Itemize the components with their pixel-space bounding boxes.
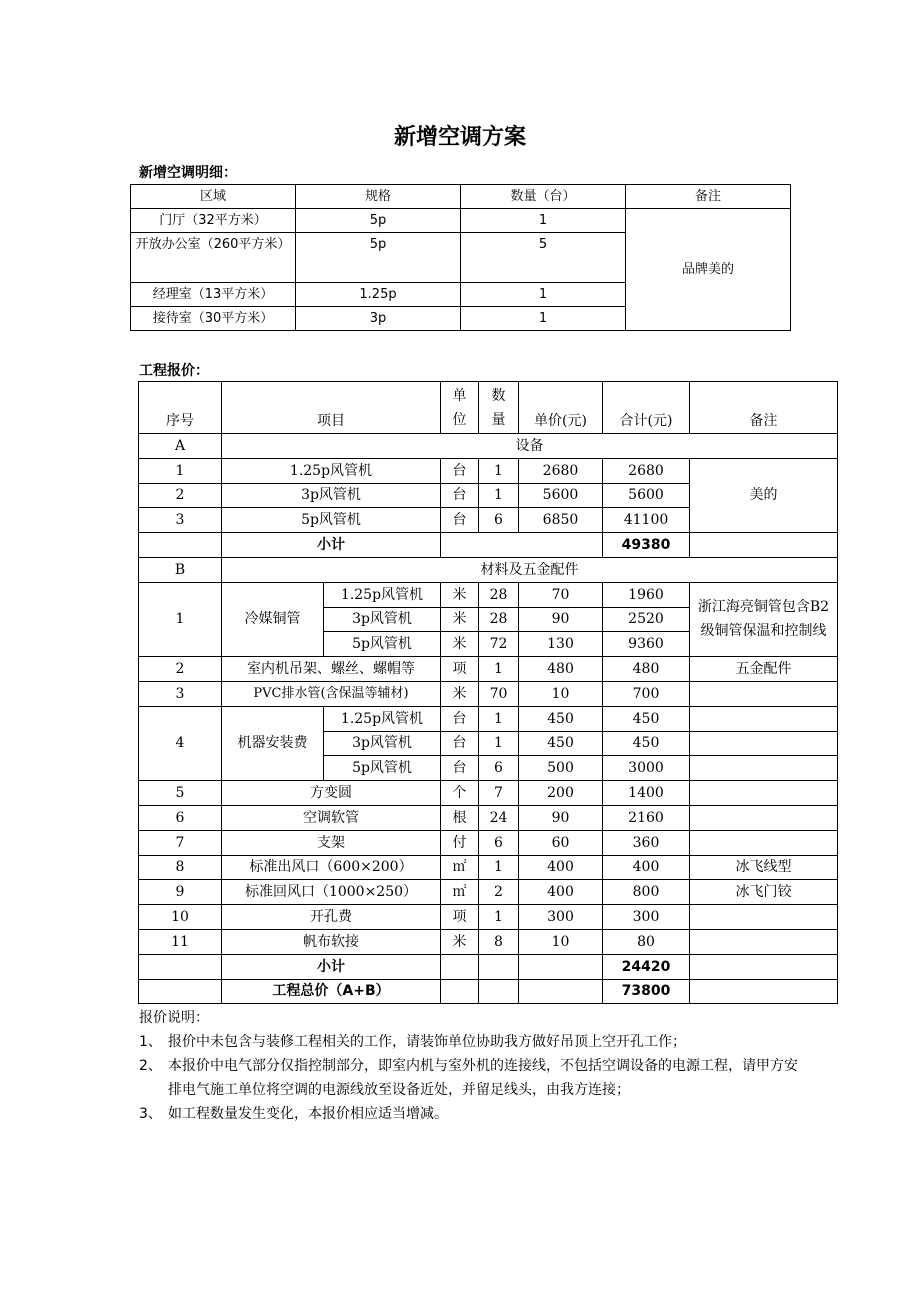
subtotal-label: 小计 — [222, 533, 441, 558]
no-cell: 8 — [139, 855, 222, 880]
total-cell: 360 — [603, 830, 690, 855]
no-cell: 1 — [139, 458, 222, 483]
qty-cell: 1 — [479, 905, 519, 930]
remark-cell — [690, 929, 838, 954]
total-cell: 1960 — [603, 582, 690, 607]
table-row — [139, 880, 838, 905]
total-cell: 2680 — [603, 458, 690, 483]
price-cell: 130 — [519, 632, 603, 657]
quote-header-row — [139, 382, 838, 434]
header-remark: 备注 — [626, 185, 791, 209]
item-cell: 1.25p风管机 — [324, 582, 441, 607]
price-cell: 300 — [519, 905, 603, 930]
price-cell: 400 — [519, 855, 603, 880]
empty-cell — [139, 954, 222, 979]
total-cell: 3000 — [603, 756, 690, 781]
unit-cell: 项 — [441, 905, 479, 930]
group-cell: 冷媒铜管 — [222, 582, 324, 656]
note-item — [139, 1102, 799, 1126]
unit-cell: 米 — [441, 607, 479, 632]
no-cell: 4 — [139, 706, 222, 780]
empty-cell — [690, 731, 838, 756]
remark-cell: 五金配件 — [690, 657, 838, 682]
price-cell: 10 — [519, 681, 603, 706]
total-cell: 400 — [603, 855, 690, 880]
total-cell: 2160 — [603, 805, 690, 830]
price-cell: 450 — [519, 706, 603, 731]
notes-heading: 报价说明： — [139, 1010, 209, 1026]
table-row — [139, 781, 838, 806]
table-row — [139, 855, 838, 880]
header-item: 项目 — [222, 382, 441, 434]
remark-cell — [690, 781, 838, 806]
table-row — [139, 805, 838, 830]
price-cell: 6850 — [519, 508, 603, 533]
table-row — [139, 657, 838, 682]
item-cell: 5p风管机 — [324, 632, 441, 657]
qty-cell: 28 — [479, 607, 519, 632]
qty-cell: 7 — [479, 781, 519, 806]
note-text: 本报价中电气部分仅指控制部分，即室内机与室外机的连接线，不包括空调设备的电源工程，请甲方安排电气施工单位将空调的电源线放至设备近处，并留足线头，由我方连接； — [168, 1058, 798, 1098]
table-row — [131, 209, 791, 233]
qty-cell: 5 — [461, 233, 626, 283]
total-cell: 450 — [603, 706, 690, 731]
quote-heading: 工程报价： — [139, 363, 209, 379]
qty-cell: 1 — [479, 483, 519, 508]
qty-cell: 6 — [479, 830, 519, 855]
brand-remark: 品牌美的 — [626, 209, 791, 331]
price-cell: 90 — [519, 805, 603, 830]
unit-cell: 米 — [441, 582, 479, 607]
item-cell: 1.25p风管机 — [324, 706, 441, 731]
empty-cell — [519, 954, 603, 979]
qty-cell: 1 — [479, 731, 519, 756]
unit-cell: 付 — [441, 830, 479, 855]
item-cell: 室内机吊架、螺丝、螺帽等 — [222, 657, 441, 682]
header-qty-text: 数量 — [491, 387, 506, 428]
total-cell: 2520 — [603, 607, 690, 632]
subtotal-value: 24420 — [603, 954, 690, 979]
qty-cell: 6 — [479, 508, 519, 533]
section-row — [139, 557, 838, 582]
total-cell: 80 — [603, 929, 690, 954]
qty-cell: 24 — [479, 805, 519, 830]
item-cell: 空调软管 — [222, 805, 441, 830]
unit-cell: ㎡ — [441, 855, 479, 880]
price-cell: 450 — [519, 731, 603, 756]
unit-cell: 根 — [441, 805, 479, 830]
section-name: 材料及五金配件 — [222, 557, 838, 582]
item-cell: 支架 — [222, 830, 441, 855]
unit-cell: 台 — [441, 756, 479, 781]
unit-cell: 个 — [441, 781, 479, 806]
price-cell: 10 — [519, 929, 603, 954]
table-row — [139, 830, 838, 855]
quote-notes — [139, 1006, 799, 1126]
detail-heading: 新增空调明细： — [139, 165, 237, 181]
header-no: 序号 — [139, 382, 222, 434]
remark-cell — [690, 830, 838, 855]
total-cell: 700 — [603, 681, 690, 706]
item-cell: PVC排水管(含保温等辅材) — [222, 681, 441, 706]
price-cell: 60 — [519, 830, 603, 855]
unit-cell: 台 — [441, 508, 479, 533]
unit-cell: 米 — [441, 681, 479, 706]
no-cell: 11 — [139, 929, 222, 954]
qty-cell: 1 — [461, 209, 626, 233]
note-number: 2、 — [139, 1058, 162, 1074]
empty-cell — [690, 954, 838, 979]
no-cell: 10 — [139, 905, 222, 930]
item-cell: 开孔费 — [222, 905, 441, 930]
spec-cell: 3p — [296, 307, 461, 331]
no-cell: 3 — [139, 681, 222, 706]
no-cell: 9 — [139, 880, 222, 905]
header-qty — [479, 382, 519, 434]
qty-cell: 1 — [479, 657, 519, 682]
empty-cell — [519, 979, 603, 1004]
note-text: 报价中未包含与装修工程相关的工作，请装饰单位协助我方做好吊顶上空开孔工作； — [168, 1034, 686, 1050]
spec-cell: 5p — [296, 209, 461, 233]
unit-cell: 米 — [441, 929, 479, 954]
grand-total-value: 73800 — [603, 979, 690, 1004]
qty-cell: 2 — [479, 880, 519, 905]
subtotal-label: 小计 — [222, 954, 441, 979]
no-cell: 2 — [139, 483, 222, 508]
table-row — [139, 929, 838, 954]
no-cell: 7 — [139, 830, 222, 855]
unit-cell: 台 — [441, 731, 479, 756]
remark-cell — [690, 805, 838, 830]
item-cell: 标准回风口（1000×250） — [222, 880, 441, 905]
grand-total-row — [139, 979, 838, 1004]
table-header-row — [131, 185, 791, 209]
qty-cell: 1 — [479, 458, 519, 483]
item-cell: 3p风管机 — [324, 607, 441, 632]
total-cell: 450 — [603, 731, 690, 756]
area-cell: 开放办公室（260平方米） — [131, 233, 296, 283]
price-cell: 70 — [519, 582, 603, 607]
qty-cell: 28 — [479, 582, 519, 607]
empty-cell — [690, 706, 838, 731]
subtotal-row — [139, 954, 838, 979]
header-spec: 规格 — [296, 185, 461, 209]
area-cell: 经理室（13平方米） — [131, 283, 296, 307]
grand-total-label: 工程总价（A+B） — [222, 979, 441, 1004]
price-cell: 5600 — [519, 483, 603, 508]
item-cell: 标准出风口（600×200） — [222, 855, 441, 880]
section-name: 设备 — [222, 434, 838, 459]
item-cell: 5p风管机 — [222, 508, 441, 533]
qty-cell: 72 — [479, 632, 519, 657]
area-cell: 接待室（30平方米） — [131, 307, 296, 331]
no-cell: 5 — [139, 781, 222, 806]
empty-cell — [139, 979, 222, 1004]
note-number: 1、 — [139, 1034, 162, 1050]
remark-cell: 美的 — [690, 458, 838, 532]
empty-cell — [441, 954, 479, 979]
section-row — [139, 434, 838, 459]
unit-cell: 项 — [441, 657, 479, 682]
no-cell: 2 — [139, 657, 222, 682]
table-row — [139, 582, 838, 607]
unit-cell: 米 — [441, 632, 479, 657]
total-cell: 1400 — [603, 781, 690, 806]
item-cell: 5p风管机 — [324, 756, 441, 781]
price-cell: 90 — [519, 607, 603, 632]
price-cell: 2680 — [519, 458, 603, 483]
qty-cell: 1 — [479, 706, 519, 731]
remark-cell: 浙江海亮铜管包含B2级铜管保温和控制线 — [690, 582, 838, 656]
empty-cell — [690, 533, 838, 558]
header-qty: 数量（台） — [461, 185, 626, 209]
qty-cell: 1 — [461, 307, 626, 331]
total-cell: 9360 — [603, 632, 690, 657]
price-cell: 480 — [519, 657, 603, 682]
total-cell: 480 — [603, 657, 690, 682]
spec-cell: 1.25p — [296, 283, 461, 307]
quote-table — [138, 381, 838, 1004]
remark-cell: 冰飞线型 — [690, 855, 838, 880]
group-cell: 机器安装费 — [222, 706, 324, 780]
header-area: 区域 — [131, 185, 296, 209]
price-cell: 400 — [519, 880, 603, 905]
section-code: B — [139, 557, 222, 582]
header-price: 单价(元) — [519, 382, 603, 434]
header-total: 合计(元) — [603, 382, 690, 434]
qty-cell: 6 — [479, 756, 519, 781]
total-cell: 5600 — [603, 483, 690, 508]
empty-cell — [479, 979, 519, 1004]
remark-cell: 冰飞门铰 — [690, 880, 838, 905]
total-cell: 300 — [603, 905, 690, 930]
empty-cell — [690, 979, 838, 1004]
item-cell: 方变圆 — [222, 781, 441, 806]
unit-cell: 台 — [441, 458, 479, 483]
note-number: 3、 — [139, 1106, 162, 1122]
note-item — [139, 1054, 799, 1102]
qty-cell: 70 — [479, 681, 519, 706]
note-item — [139, 1030, 799, 1054]
price-cell: 200 — [519, 781, 603, 806]
note-text: 如工程数量发生变化，本报价相应适当增减。 — [168, 1106, 448, 1122]
item-cell: 1.25p风管机 — [222, 458, 441, 483]
remark-cell — [690, 905, 838, 930]
section-code: A — [139, 434, 222, 459]
unit-cell: 台 — [441, 706, 479, 731]
header-remark: 备注 — [690, 382, 838, 434]
price-cell: 500 — [519, 756, 603, 781]
item-cell: 3p风管机 — [324, 731, 441, 756]
table-row — [139, 458, 838, 483]
remark-cell — [690, 681, 838, 706]
header-unit — [441, 382, 479, 434]
item-cell: 3p风管机 — [222, 483, 441, 508]
no-cell: 1 — [139, 582, 222, 656]
empty-cell — [690, 756, 838, 781]
no-cell: 6 — [139, 805, 222, 830]
subtotal-row — [139, 533, 838, 558]
header-unit-text: 单位 — [452, 387, 467, 428]
table-row — [139, 905, 838, 930]
item-cell: 帆布软接 — [222, 929, 441, 954]
qty-cell: 8 — [479, 929, 519, 954]
document-title: 新增空调方案 — [393, 125, 526, 150]
total-cell: 41100 — [603, 508, 690, 533]
qty-cell: 1 — [461, 283, 626, 307]
empty-cell — [441, 979, 479, 1004]
no-cell: 3 — [139, 508, 222, 533]
area-cell: 门厅（32平方米） — [131, 209, 296, 233]
table-row — [139, 706, 838, 731]
spec-cell: 5p — [296, 233, 461, 283]
unit-cell: 台 — [441, 483, 479, 508]
qty-cell: 1 — [479, 855, 519, 880]
subtotal-value: 49380 — [603, 533, 690, 558]
empty-cell — [479, 954, 519, 979]
ac-detail-table — [130, 184, 791, 331]
total-cell: 800 — [603, 880, 690, 905]
table-row — [139, 681, 838, 706]
empty-cell — [441, 533, 603, 558]
unit-cell: ㎡ — [441, 880, 479, 905]
empty-cell — [139, 533, 222, 558]
